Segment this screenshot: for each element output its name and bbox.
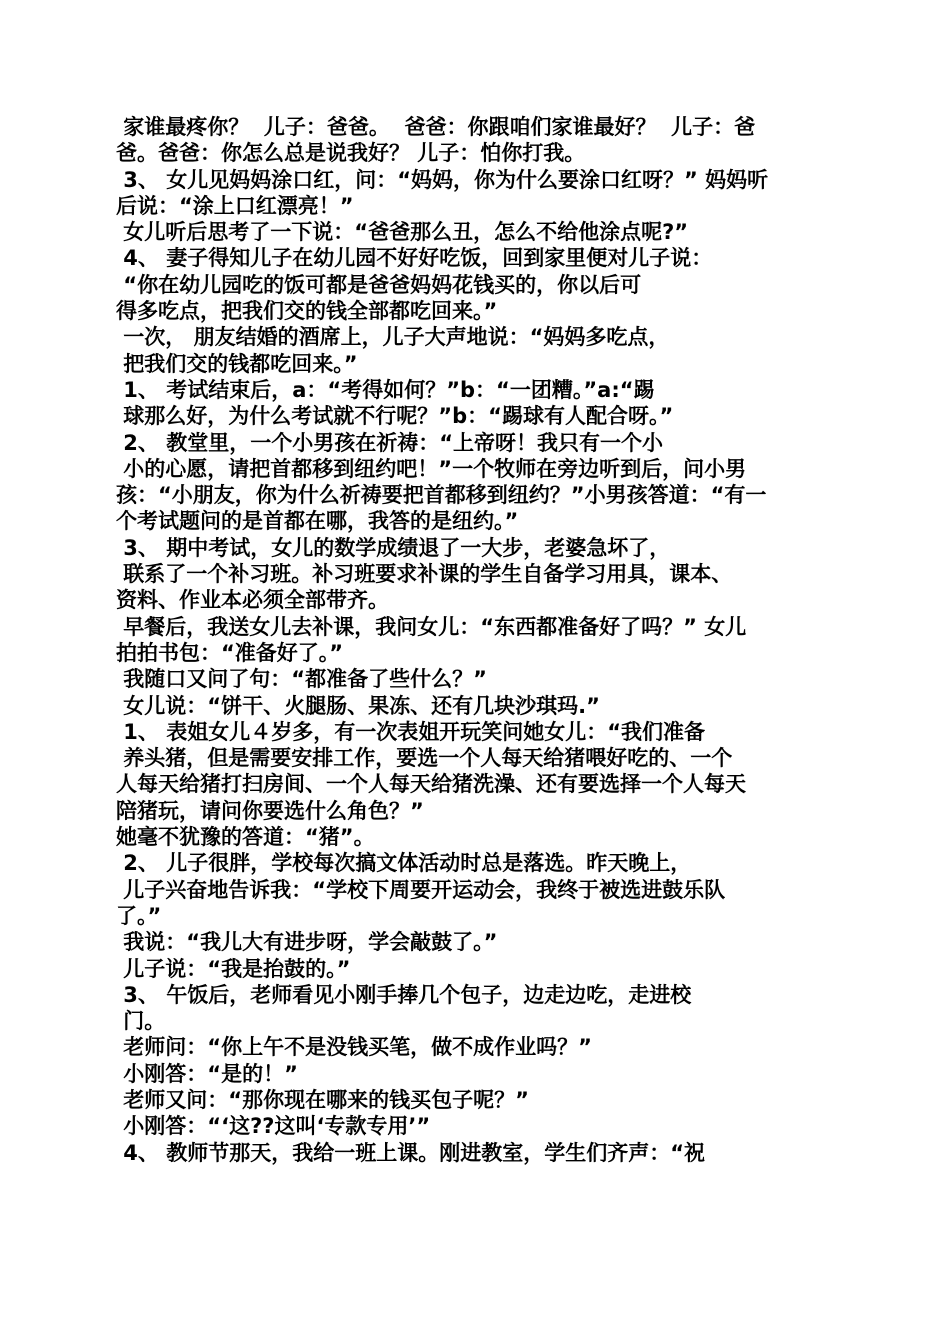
- text-line: 3、 女儿见妈妈涂口红，问：“妈妈，你为什么要涂口红呀？” 妈妈听: [116, 167, 769, 192]
- text-line: 把我们交的钱都吃回来。”: [116, 351, 358, 376]
- text-line: 4、 妻子得知儿子在幼儿园不好好吃饭，回到家里便对儿子说：: [116, 246, 713, 271]
- document-text-block: [116, 114, 846, 1166]
- text-line: 球那么好，为什么考试就不行呢？”b：“踢球有人配合呀。”: [116, 404, 674, 429]
- text-line: 老师又问：“那你现在哪来的钱买包子呢？”: [116, 1087, 529, 1112]
- text-line: 拍拍书包：“准备好了。”: [116, 640, 344, 665]
- text-line: 1、 考试结束后，a：“考得如何？”b：“一团糟。”a:“踢: [116, 377, 655, 402]
- text-line: 了。”: [116, 903, 162, 928]
- text-line: 后说：“涂上口红漂亮！”: [116, 193, 354, 218]
- text-line: 老师问：“你上午不是没钱买笔，做不成作业吗？”: [116, 1035, 592, 1060]
- text-line: 我说：“我儿大有进步呀，学会敲鼓了。”: [116, 930, 498, 955]
- text-line: 人每天给猪打扫房间、一个人每天给猪洗澡、还有要选择一个人每天: [116, 772, 746, 797]
- text-line: 小刚答：“是的！”: [116, 1061, 298, 1086]
- text-line: 小的心愿，请把首都移到纽约吧！”一个牧师在旁边听到后，问小男: [116, 456, 747, 481]
- text-line: 得多吃点，把我们交的钱全部都吃回来。”: [116, 299, 498, 324]
- text-line: 儿子兴奋地告诉我：“学校下周要开运动会，我终于被选进鼓乐队: [116, 877, 726, 902]
- text-line: 联系了一个补习班。补习班要求补课的学生自备学习用具，课本、: [116, 562, 733, 587]
- text-line: 小刚答：“‘这??这叫‘专款专用’”: [116, 1114, 431, 1139]
- text-line: “你在幼儿园吃的饭可都是爸爸妈妈花钱买的，你以后可: [116, 272, 642, 297]
- text-line: 女儿听后思考了一下说：“爸爸那么丑，怎么不给他涂点呢?”: [116, 220, 689, 245]
- text-line: 2、 教堂里，一个小男孩在祈祷：“上帝呀！我只有一个小: [116, 430, 664, 455]
- text-line: 一次， 朋友结婚的酒席上，儿子大声地说：“妈妈多吃点，: [116, 325, 670, 350]
- text-line: 孩：“小朋友，你为什么祈祷要把首都移到纽约？”小男孩答道：“有一: [116, 483, 767, 508]
- text-line: 3、 期中考试，女儿的数学成绩退了一大步，老婆急坏了，: [116, 535, 671, 560]
- text-line: 门。: [116, 1009, 166, 1034]
- text-line: 资料、作业本必须全部带齐。: [116, 588, 389, 613]
- text-line: 养头猪，但是需要安排工作，要选一个人每天给猪喂好吃的、一个: [116, 746, 733, 771]
- text-line: 陪猪玩，请问你要选什么角色？”: [116, 798, 424, 823]
- text-line: 儿子说：“我是抬鼓的。”: [116, 956, 351, 981]
- text-line: 爸。爸爸：你怎么总是说我好？ 儿子：怕你打我。: [116, 141, 586, 166]
- text-line: 3、 午饭后，老师看见小刚手捧几个包子，边走边吃，走进校: [116, 982, 692, 1007]
- text-line: 我随口又问了句：“都准备了些什么？”: [116, 667, 487, 692]
- text-line: 早餐后，我送女儿去补课，我问女儿：“东西都准备好了吗？” 女儿: [116, 614, 747, 639]
- text-line: 女儿说：“饼干、火腿肠、果冻、还有几块沙琪玛.”: [116, 693, 600, 718]
- text-line: 1、 表姐女儿４岁多，有一次表姐开玩笑问她女儿：“我们准备: [116, 719, 706, 744]
- text-line: 4、 教师节那天，我给一班上课。刚进教室，学生们齐声：“祝: [116, 1140, 706, 1165]
- text-line: 个考试题问的是首都在哪，我答的是纽约。”: [116, 509, 519, 534]
- text-line: 她毫不犹豫的答道：“猪”。: [116, 825, 375, 850]
- text-line: 2、 儿子很胖，学校每次搞文体活动时总是落选。昨天晚上，: [116, 851, 692, 876]
- text-line: 家谁最疼你？ 儿子：爸爸。 爸爸：你跟咱们家谁最好？ 儿子：爸: [116, 115, 756, 139]
